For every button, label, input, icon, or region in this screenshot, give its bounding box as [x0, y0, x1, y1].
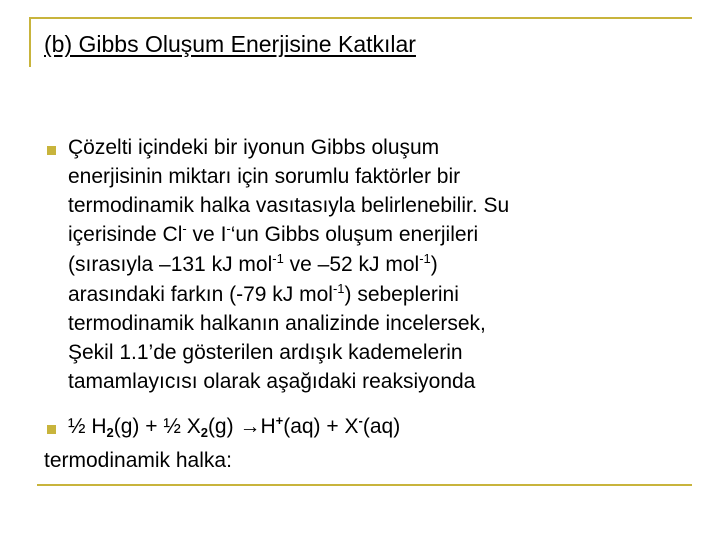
- bullet-1-line-7: termodinamik halkanın analizinde incelersek,: [68, 312, 486, 335]
- reaction-equation: ½ $H_2(g)$ + ½ $X_2(g) \to H^+(aq) + X^-(aq)$: [68, 413, 401, 440]
- bullet-1-line-5: (sırasıyla –131 kJ mol$^{-1}$ ve –52 kJ mol$^{-1}$): [68, 251, 438, 276]
- square-bullet-icon: [47, 425, 56, 434]
- bullet-1-line-3: termodinamik halka vasıtasıyla belirlenebilir. Su: [68, 194, 510, 217]
- bullet-1-line-8: Şekil 1.1’de gösterilen ardışık kademelerin: [68, 341, 463, 364]
- frame-left-rule: [29, 17, 31, 67]
- bullet-1-line-4: içerisinde Cl- ve I-‘un Gibbs oluşum enerjileri: [68, 221, 479, 246]
- square-bullet-icon: [47, 146, 56, 155]
- bullet-1-line-1: Çözelti içindeki bir iyonun Gibbs oluşum: [68, 136, 440, 159]
- frame-top-rule: [29, 17, 692, 19]
- bullet-1-line-6: arasındaki farkın (-79 kJ mol$^{-1}$) sebeplerini: [68, 281, 459, 306]
- bullet-1-line-2: enerjisinin miktarı için sorumlu faktörler bir: [68, 165, 461, 188]
- closing-line: termodinamik halka:: [44, 449, 232, 472]
- slide-title: (b) Gibbs Oluşum Enerjisine Katkılar: [44, 31, 416, 57]
- right-arrow-icon: →: [239, 415, 261, 438]
- frame-bottom-rule: [37, 484, 692, 486]
- bullet-1-line-9: tamamlayıcısı olarak aşağıdaki reaksiyonda: [68, 370, 476, 393]
